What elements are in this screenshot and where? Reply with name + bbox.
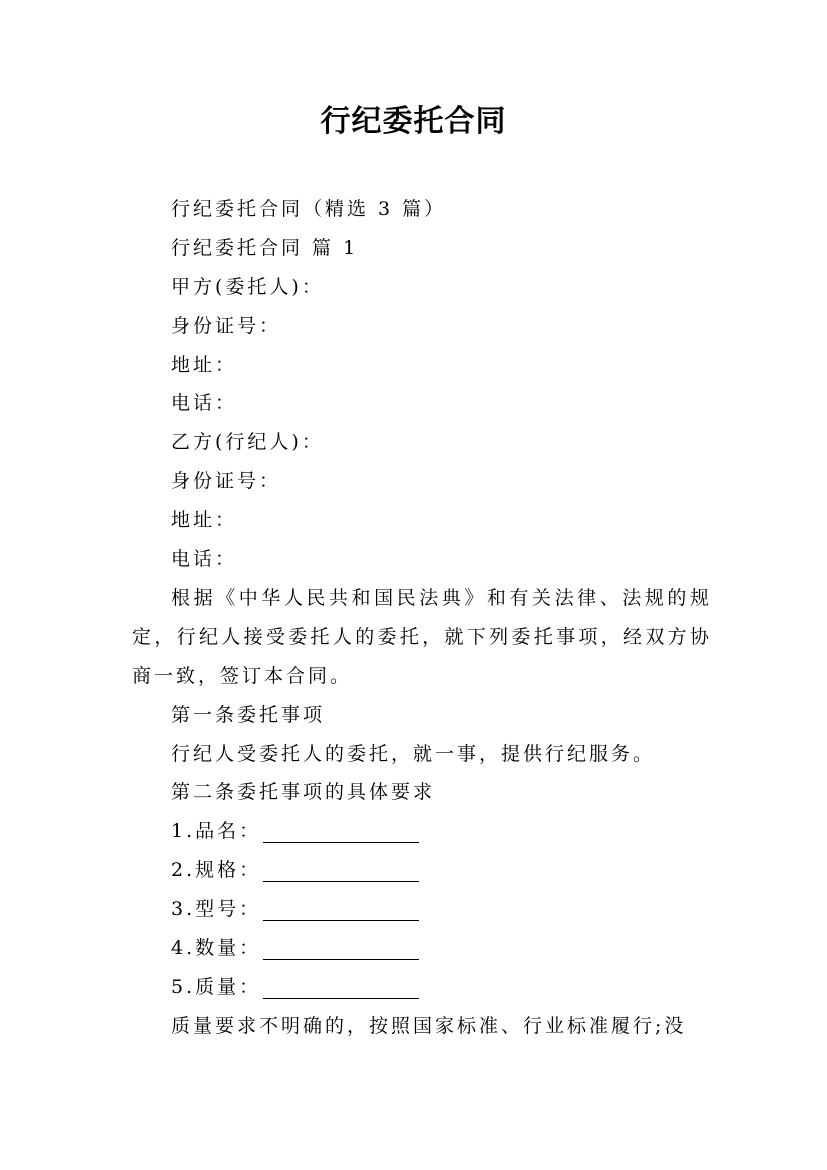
party-b-address-label: 地址： (171, 509, 238, 532)
item-quality (132, 968, 712, 1007)
item-label: 3.型号： (171, 898, 262, 921)
fill-in-blank (263, 894, 419, 921)
document-body (132, 190, 712, 1046)
item-label: 2.规格： (171, 859, 262, 882)
party-b-id-label: 身份证号： (171, 470, 282, 493)
item-model (132, 890, 712, 929)
party-a-label: 甲方(委托人)： (171, 275, 324, 298)
fill-in-blank (263, 933, 419, 960)
preamble-paragraph: 根据《中华人民共和国民法典》和有关法律、法规的规定，行纪人接受委托人的委托，就下列委托事项，经双方协商一致，签订本合同。 (132, 586, 712, 687)
item-label: 1.品名： (171, 820, 262, 843)
party-b-label: 乙方(行纪人)： (171, 431, 324, 454)
document-title: 行纪委托合同 (320, 104, 507, 139)
fill-in-blank (263, 855, 419, 882)
party-a-id-label: 身份证号： (171, 314, 282, 337)
party-a-phone-label: 电话： (171, 392, 238, 415)
item-label: 5.质量： (171, 975, 262, 998)
article-2-title: 第二条委托事项的具体要求 (171, 781, 436, 804)
fill-in-blank (263, 816, 419, 843)
item-quantity (132, 929, 712, 968)
item-label: 4.数量： (171, 936, 262, 959)
section-heading: 行纪委托合同 篇 1 (171, 236, 359, 259)
item-specification (132, 851, 712, 890)
party-b-phone-label: 电话： (171, 548, 238, 571)
document-subtitle: 行纪委托合同（精选 3 篇） (171, 198, 447, 220)
article-1-title: 第一条委托事项 (171, 703, 326, 726)
fill-in-blank (263, 972, 419, 999)
quality-requirement-text: 质量要求不明确的，按照国家标准、行业标准履行;没 (171, 1014, 687, 1037)
item-product-name (132, 812, 712, 851)
article-1-text: 行纪人受委托人的委托，就一事，提供行纪服务。 (171, 742, 656, 765)
party-a-address-label: 地址： (171, 353, 238, 376)
